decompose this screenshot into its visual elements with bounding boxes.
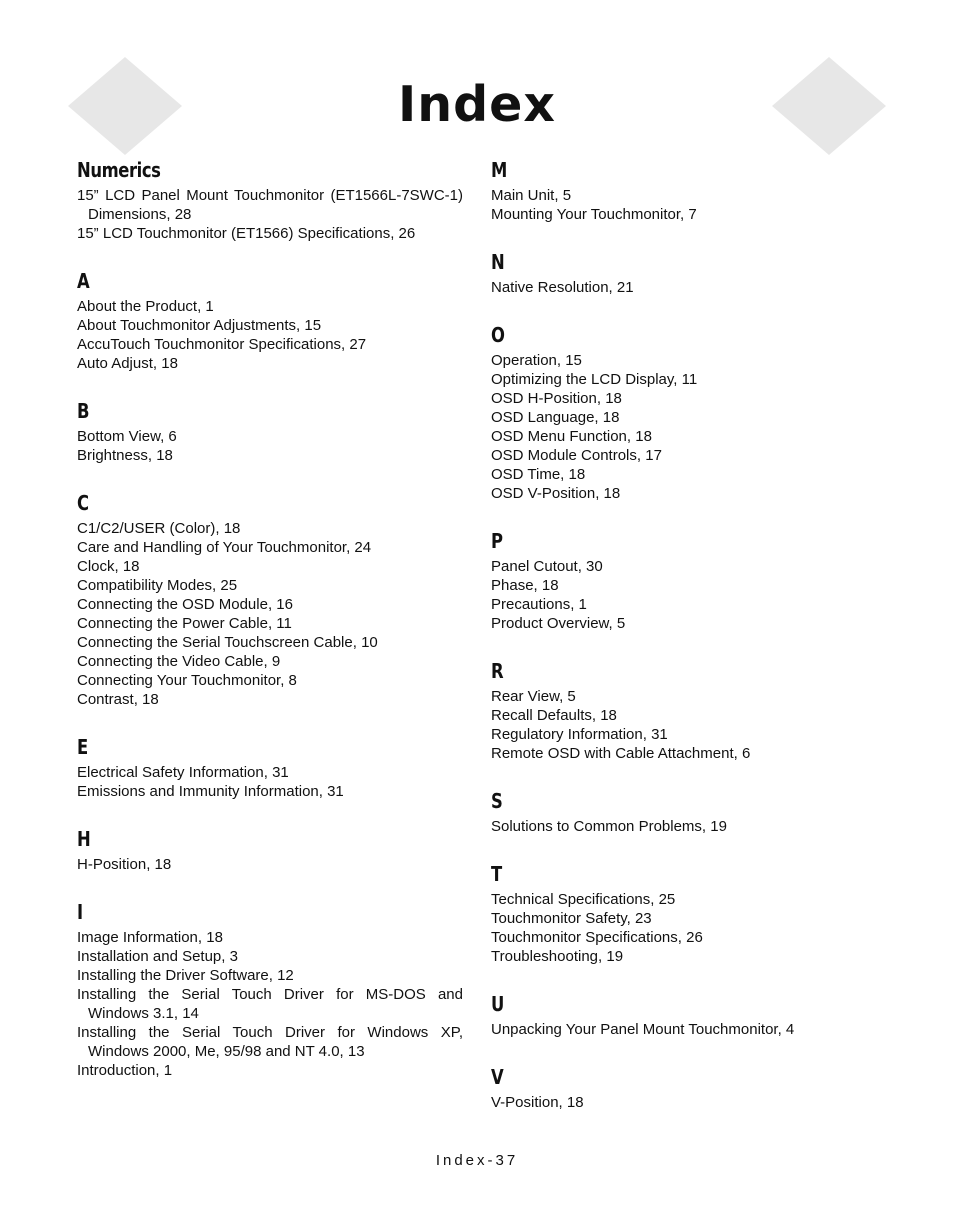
- index-entry: Solutions to Common Problems, 19: [491, 818, 727, 835]
- index-entry: Care and Handling of Your Touchmonitor, 24: [77, 539, 372, 556]
- index-section: [77, 395, 463, 465]
- index-entry: Precautions, 1: [491, 596, 587, 613]
- index-entry: Remote OSD with Cable Attachment, 6: [491, 745, 751, 762]
- index-entry: Compatibility Modes, 25: [77, 577, 238, 594]
- section-heading: P: [491, 529, 503, 553]
- index-entry: 15” LCD Touchmonitor (ET1566) Specifications, 26: [77, 225, 416, 242]
- index-entry: Troubleshooting, 19: [491, 948, 624, 965]
- index-section: [77, 154, 463, 243]
- section-heading: U: [491, 992, 504, 1016]
- index-section: [77, 823, 463, 874]
- index-section: [491, 785, 891, 836]
- index-entry: Emissions and Immunity Information, 31: [77, 783, 344, 800]
- section-heading: H: [77, 827, 91, 851]
- index-entry: Mounting Your Touchmonitor, 7: [491, 206, 697, 223]
- section-heading: S: [491, 789, 503, 813]
- section-heading: Numerics: [77, 158, 161, 182]
- section-heading: N: [491, 250, 505, 274]
- index-entry: Connecting the Power Cable, 11: [77, 615, 292, 632]
- index-entry: Clock, 18: [77, 558, 140, 575]
- index-entry: Installing the Driver Software, 12: [77, 967, 294, 984]
- section-heading: C: [77, 491, 89, 515]
- page-title: Index: [397, 76, 557, 133]
- index-entry: OSD Time, 18: [491, 466, 586, 483]
- index-entry: Native Resolution, 21: [491, 279, 634, 296]
- index-entry: Touchmonitor Safety, 23: [491, 910, 652, 927]
- index-entry: OSD Module Controls, 17: [491, 447, 662, 464]
- section-heading: V: [491, 1065, 504, 1089]
- section-heading: R: [491, 659, 504, 683]
- index-entry: Connecting Your Touchmonitor, 8: [77, 672, 297, 689]
- index-section: [77, 896, 463, 1080]
- index-entry: OSD V-Position, 18: [491, 485, 621, 502]
- index-section: [491, 246, 891, 297]
- index-entry: Unpacking Your Panel Mount Touchmonitor, 4: [491, 1021, 795, 1038]
- index-entry: OSD Menu Function, 18: [491, 428, 652, 445]
- section-heading: A: [77, 269, 90, 293]
- index-entry: About the Product, 1: [77, 298, 214, 315]
- index-entry: Phase, 18: [491, 577, 559, 594]
- section-heading: O: [491, 323, 505, 347]
- index-section: [491, 655, 891, 763]
- index-entry: Recall Defaults, 18: [491, 707, 617, 724]
- index-column-right: [491, 154, 891, 1134]
- index-section: [491, 319, 891, 503]
- index-section: [491, 525, 891, 633]
- index-entry: Operation, 15: [491, 352, 582, 369]
- index-entry: OSD Language, 18: [491, 409, 620, 426]
- index-section: [77, 487, 463, 709]
- index-entry: Rear View, 5: [491, 688, 576, 705]
- index-section: [77, 265, 463, 373]
- index-entry: Installing the Serial Touch Driver for Windows XP, Windows 2000, Me, 95/98 and NT 4.0, 13: [77, 1024, 463, 1060]
- index-entry: Technical Specifications, 25: [491, 891, 676, 908]
- index-entry: C1/C2/USER (Color), 18: [77, 520, 241, 537]
- index-entry: V-Position, 18: [491, 1094, 584, 1111]
- index-entry: Installation and Setup, 3: [77, 948, 238, 965]
- section-heading: I: [77, 900, 83, 924]
- index-entry: Contrast, 18: [77, 691, 159, 708]
- index-entry: 15” LCD Panel Mount Touchmonitor (ET1566L-7SWC-1) Dimensions, 28: [77, 187, 463, 223]
- index-section: [491, 988, 891, 1039]
- index-entry: Regulatory Information, 31: [491, 726, 668, 743]
- page-footer: Index-37: [435, 1152, 519, 1169]
- index-section: [77, 731, 463, 801]
- index-entry: Image Information, 18: [77, 929, 223, 946]
- index-entry: OSD H-Position, 18: [491, 390, 622, 407]
- section-heading: E: [77, 735, 88, 759]
- index-entry: Product Overview, 5: [491, 615, 626, 632]
- index-entry: AccuTouch Touchmonitor Specifications, 27: [77, 336, 367, 353]
- section-heading: M: [491, 158, 507, 182]
- index-entry: Electrical Safety Information, 31: [77, 764, 289, 781]
- index-entry: Touchmonitor Specifications, 26: [491, 929, 703, 946]
- index-entry: Bottom View, 6: [77, 428, 177, 445]
- index-column-left: [77, 154, 463, 1102]
- index-entry: Panel Cutout, 30: [491, 558, 603, 575]
- index-entry: Installing the Serial Touch Driver for MS-DOS and Windows 3.1, 14: [77, 986, 463, 1022]
- index-entry: Connecting the Serial Touchscreen Cable, 10: [77, 634, 378, 651]
- section-heading: B: [77, 399, 90, 423]
- index-entry: H-Position, 18: [77, 856, 172, 873]
- index-entry: Main Unit, 5: [491, 187, 572, 204]
- index-entry: Auto Adjust, 18: [77, 355, 178, 372]
- index-section: [491, 858, 891, 966]
- index-section: [491, 1061, 891, 1112]
- index-entry: Connecting the OSD Module, 16: [77, 596, 293, 613]
- index-entry: Introduction, 1: [77, 1062, 173, 1079]
- index-entry: Brightness, 18: [77, 447, 173, 464]
- index-section: [491, 154, 891, 224]
- section-heading: T: [491, 862, 502, 886]
- index-entry: Connecting the Video Cable, 9: [77, 653, 281, 670]
- index-entry: About Touchmonitor Adjustments, 15: [77, 317, 322, 334]
- index-entry: Optimizing the LCD Display, 11: [491, 371, 698, 388]
